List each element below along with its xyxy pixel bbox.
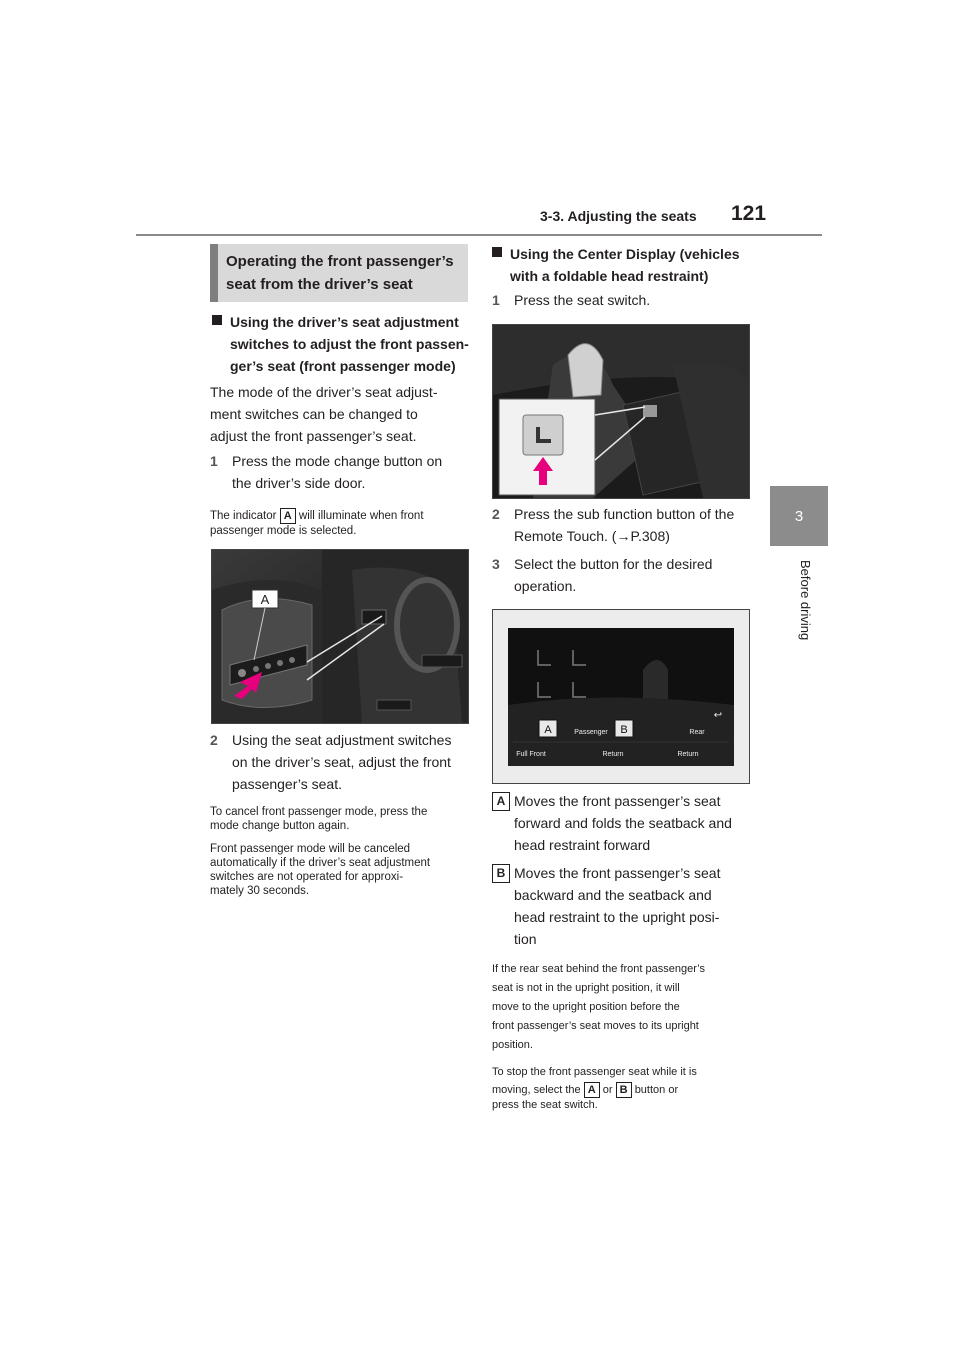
intro-paragraph: The mode of the driver’s seat adjust- ment switches can be changed to adjust the front passenger’s seat. [210,384,438,444]
full-front-button[interactable]: Full Front [516,751,546,758]
bullet-square-icon [492,247,502,257]
subhead-front-passenger-mode: Using the driver’s seat adjustment switches to adjust the front passen- ger’s seat (front passenger mode) [212,311,472,377]
step-number: 2 [492,506,500,522]
stop-badge-b: B [616,1082,632,1098]
door-switch-figure [211,549,469,724]
step-number: 1 [210,453,218,469]
running-header-section: 3-3. Adjusting the seats [540,208,697,224]
step-3-right: 3 Select the button for the desired operation. [492,553,762,597]
center-display-figure [492,609,750,784]
console-seat-switch-figure [492,324,750,499]
svg-text:B: B [620,724,628,736]
chapter-tab [770,486,828,546]
figure-label: A [260,592,270,607]
step-number: 1 [492,292,500,308]
rear-label: Rear [689,729,705,736]
stop-seat-note: To stop the front passenger seat while it is moving, select the A or B button or press the seat switch. [492,1066,697,1112]
step-2-right: 2 Press the sub function button of the Remote Touch. (→P.308) [492,503,762,547]
header-rule [136,234,822,236]
back-icon[interactable]: ↩ [713,710,723,721]
page-number: 121 [731,202,767,225]
return-button-rear[interactable]: Return [677,751,699,758]
door-switch-illustration [212,550,468,723]
step-number: 2 [210,732,218,748]
section-title-line: seat from the driver’s seat [226,276,413,293]
step-2-left: 2 Using the seat adjustment switches on the driver’s seat, adjust the front passenger’s seat. [210,729,470,795]
item-b-badge: B [492,864,510,883]
console-illustration [493,325,749,498]
chapter-number: 3 [794,507,804,525]
bullet-square-icon [212,315,222,325]
step-1-right: 1 Press the seat switch. [492,289,762,311]
rear-seat-note: If the rear seat behind the front passenger’s seat is not in the upright position, it will move to the upright position before the front passenger’s seat moves to its upright position. [492,963,706,1051]
cancel-note: To cancel front passenger mode, press the mode change button again. [210,806,428,832]
section-title-box [210,244,468,302]
chapter-title: Before driving [798,560,813,641]
step-1-left: 1 Press the mode change button on the driver’s side door. [210,450,470,494]
item-b-description: Moves the front passenger’s seat backward and the seatback and head restraint to the upright posi- tion [514,865,721,947]
stop-badge-a: A [584,1082,600,1098]
auto-cancel-note: Front passenger mode will be canceled automatically if the driver’s seat adjustment switches are not operated for approxi- mately 30 seconds. [210,843,431,897]
section-title-line: Operating the front passenger’s [226,253,454,270]
item-a-badge: A [492,792,510,811]
center-display-screen [493,610,749,783]
indicator-badge-a: A [280,508,296,524]
indicator-note: The indicator A will illuminate when front passenger mode is selected. [210,510,424,537]
return-button-front[interactable]: Return [602,751,624,758]
step-number: 3 [492,556,500,572]
svg-text:A: A [544,724,552,736]
passenger-label: Passenger [574,729,608,736]
item-a-description: Moves the front passenger’s seat forward and folds the seatback and head restraint forward [514,793,732,853]
subhead-center-display: Using the Center Display (vehicles with a foldable head restraint) [492,243,762,287]
